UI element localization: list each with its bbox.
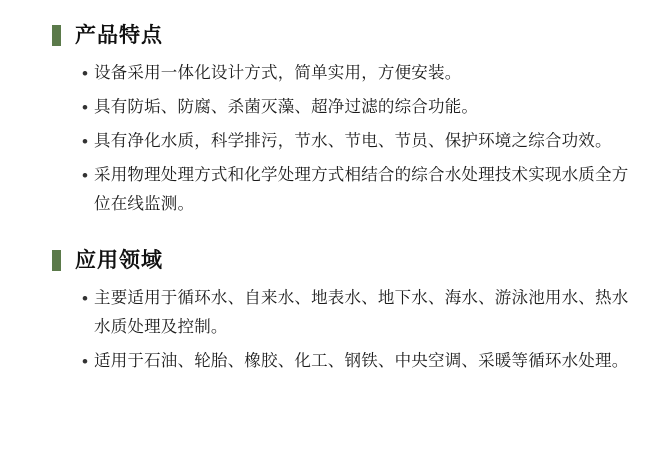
list-item xyxy=(82,93,642,122)
section-marker-icon xyxy=(52,250,61,271)
bullet-list xyxy=(26,59,642,219)
section-title: 产品特点 xyxy=(75,24,163,47)
list-item-text: 设备采用一体化设计方式，简单实用，方便安装。 xyxy=(94,64,462,83)
list-item xyxy=(82,161,642,219)
bullet-dot-icon: • xyxy=(82,64,88,84)
section-header xyxy=(26,249,642,272)
bullet-dot-icon: • xyxy=(82,289,88,309)
section-title: 应用领域 xyxy=(75,249,163,273)
bullet-list xyxy=(26,284,642,376)
bullet-dot-icon: • xyxy=(82,98,88,118)
list-item-text: 适用于石油、轮胎、橡胶、化工、钢铁、中央空调、采暖等循环水处理。 xyxy=(94,352,629,371)
list-item-text: 具有净化水质，科学排污，节水、节电、节员、保护环境之综合功效。 xyxy=(94,132,612,151)
list-item-text: 主要适用于循环水、自来水、地表水、地下水、海水、游泳池用水、热水水质处理及控制。 xyxy=(94,289,629,337)
list-item xyxy=(82,347,642,376)
list-item-text: 采用物理处理方式和化学处理方式相结合的综合水处理技术实现水质全方位在线监测。 xyxy=(94,166,629,214)
section-header xyxy=(26,24,642,47)
list-item xyxy=(82,127,642,156)
section-application-fields xyxy=(26,249,642,376)
bullet-dot-icon: • xyxy=(82,352,88,372)
section-product-features xyxy=(26,24,642,219)
list-item-text: 具有防垢、防腐、杀菌灭藻、超净过滤的综合功能。 xyxy=(94,98,479,117)
bullet-dot-icon: • xyxy=(82,132,88,152)
bullet-dot-icon: • xyxy=(82,166,88,186)
list-item xyxy=(82,284,642,342)
list-item xyxy=(82,59,642,88)
section-marker-icon xyxy=(52,25,61,46)
